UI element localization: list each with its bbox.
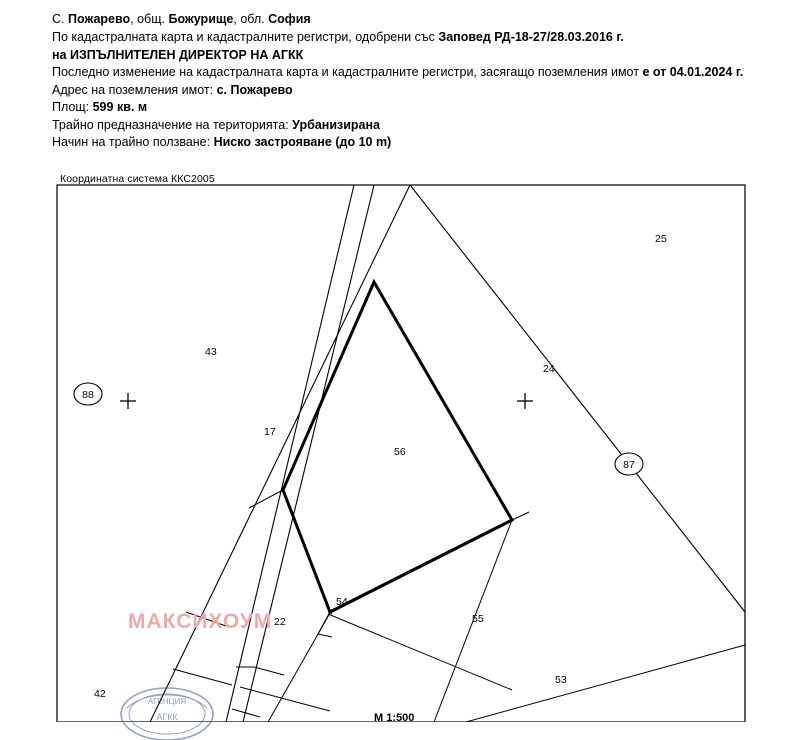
parcel-label-54: 54 bbox=[336, 596, 348, 608]
region-name: София bbox=[268, 12, 311, 26]
document-header bbox=[0, 10, 800, 152]
parcel-label-53: 53 bbox=[555, 674, 567, 686]
location-sep-1: , общ. bbox=[130, 12, 169, 26]
parcel-label-25: 25 bbox=[655, 233, 667, 245]
parcel-label-55: 55 bbox=[472, 613, 484, 625]
parcel-label-22: 22 bbox=[274, 616, 286, 628]
coordinate-system-label: Координатна система ККС2005 bbox=[60, 173, 215, 185]
header-line-director: на ИЗПЪЛНИТЕЛЕН ДИРЕКТОР НА АГКК bbox=[52, 47, 304, 62]
svg-text:АГЕНЦИЯ: АГЕНЦИЯ bbox=[147, 697, 187, 706]
map-scale-label: М 1:500 bbox=[374, 712, 415, 724]
usage-value: Ниско застрояване (до 10 m) bbox=[213, 135, 392, 149]
purpose-label: Трайно предназначение на територията: bbox=[52, 117, 293, 132]
municipality-name: Божурище bbox=[168, 12, 234, 26]
header-line-last-change bbox=[52, 64, 752, 82]
location-prefix: С. bbox=[52, 12, 68, 26]
circle-label-87 bbox=[615, 453, 643, 475]
order-text: По кадастралната карта и кадастралните регистри, одобрени със bbox=[52, 30, 439, 44]
address-value: с. Пожарево bbox=[216, 82, 293, 97]
usage-label: Начин на трайно ползване: bbox=[52, 135, 214, 149]
purpose-value: Урбанизирана bbox=[292, 117, 381, 132]
village-name: Пожарево bbox=[67, 12, 131, 26]
location-sep-2: , обл. bbox=[233, 12, 269, 26]
parcel-label-56: 56 bbox=[394, 446, 406, 458]
circle-label-88 bbox=[74, 383, 102, 405]
area-value: 599 кв. м bbox=[92, 100, 148, 114]
parcel-label-42: 42 bbox=[94, 688, 106, 700]
area-label: Площ: bbox=[52, 100, 93, 114]
svg-text:87: 87 bbox=[623, 459, 635, 471]
svg-text:АГКК: АГКК bbox=[156, 712, 178, 722]
watermark: МАКСИХОУМ bbox=[128, 610, 273, 633]
official-stamp bbox=[113, 680, 221, 740]
parcel-label-17: 17 bbox=[264, 426, 276, 438]
header-line-usage bbox=[52, 134, 752, 152]
svg-text:88: 88 bbox=[82, 389, 94, 401]
header-line-address bbox=[52, 82, 752, 100]
cadastral-map bbox=[0, 182, 800, 722]
order-number: Заповед РД-18-27/28.03.2016 г. bbox=[438, 30, 624, 44]
parcel-label-24: 24 bbox=[543, 363, 555, 375]
header-line-order bbox=[52, 29, 752, 47]
header-line-location bbox=[52, 10, 752, 29]
header-line-purpose bbox=[52, 117, 752, 135]
header-line-area bbox=[52, 99, 752, 117]
parcel-label-43: 43 bbox=[205, 346, 217, 358]
last-change-text: Последно изменение на кадастралната карта и кадастралните регистри, засягащо поземления имот bbox=[52, 65, 643, 79]
last-change-date: е от 04.01.2024 г. bbox=[642, 65, 744, 79]
address-label: Адрес на поземления имот: bbox=[52, 82, 217, 97]
